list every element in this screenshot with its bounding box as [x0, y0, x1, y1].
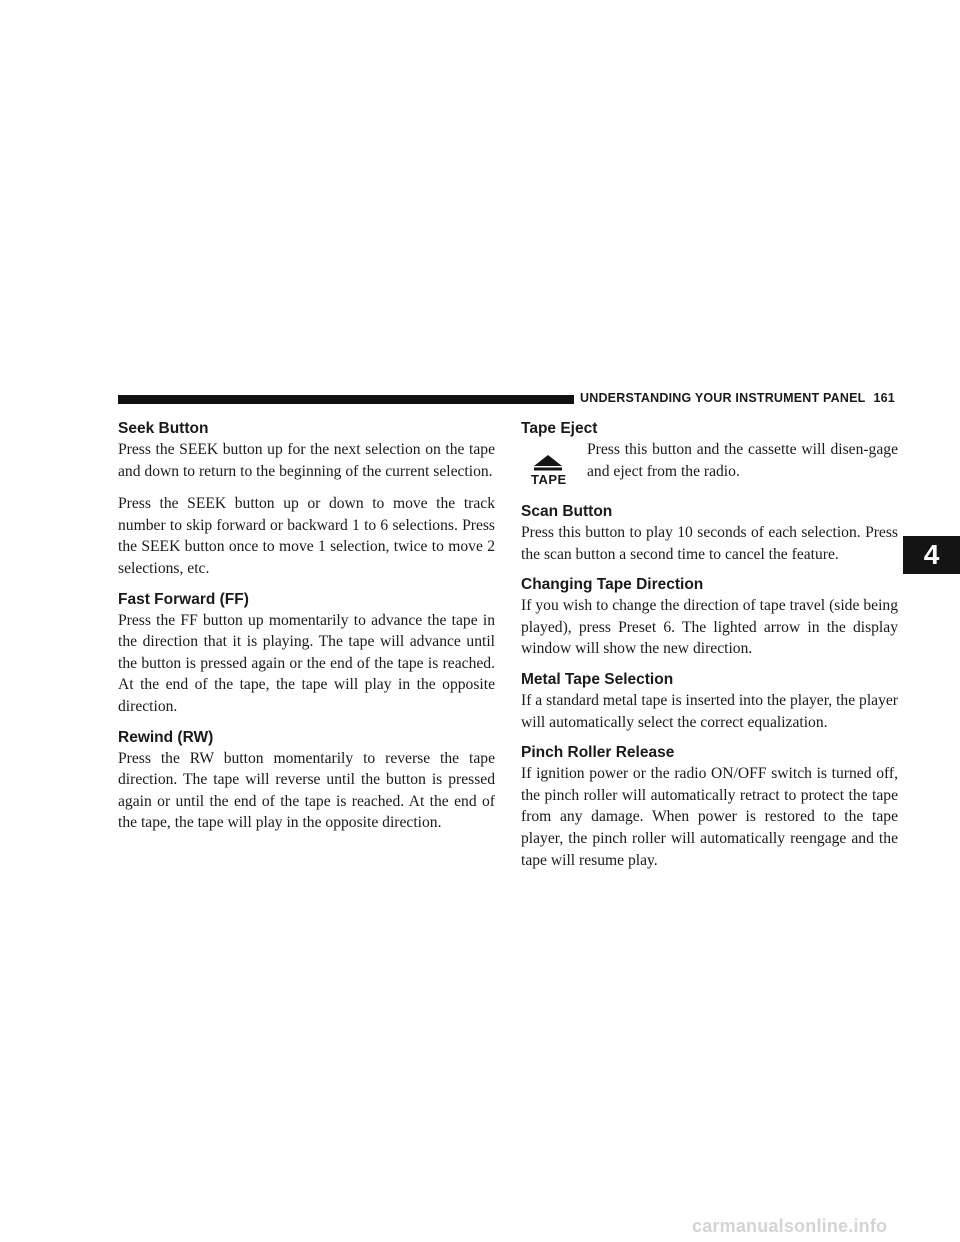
- eject-icon: [521, 439, 587, 487]
- eject-triangle-icon: [534, 455, 562, 471]
- section-seek-button: [118, 420, 495, 580]
- section-tape-eject: [521, 420, 898, 487]
- section-heading: Fast Forward (FF): [118, 590, 249, 608]
- left-column: [118, 420, 495, 845]
- header-title: UNDERSTANDING YOUR INSTRUMENT PANEL: [580, 391, 866, 405]
- running-header: [580, 391, 900, 405]
- paragraph: Press this button to play 10 seconds of each selection. Press the scan button a second time to cancel the feature.: [521, 524, 898, 563]
- paragraph: Press the SEEK button up or down to move the track number to skip forward or backward 1 to 6 selections. Press the SEEK button once to move 1 selection, twice to move 2 selections, etc.: [118, 495, 495, 577]
- paragraph: If ignition power or the radio ON/OFF switch is turned off, the pinch roller will automatically retract to protect the tape from any damage. When power is restored to the tape player, the pinch roller will automatically reengage and the tape will resume play.: [521, 765, 898, 869]
- section-heading: Scan Button: [521, 503, 613, 520]
- tape-eject-row: [521, 439, 898, 487]
- eject-icon-label: TAPE: [531, 472, 567, 487]
- header-rule: [118, 395, 574, 404]
- section-heading: Tape Eject: [521, 420, 598, 437]
- right-column: [521, 420, 898, 882]
- paragraph: Press the SEEK button up for the next selection on the tape and down to return to the beginning of the current selection.: [118, 441, 495, 480]
- paragraph: Press the FF button up momentarily to advance the tape in the direction that it is playing. The tape will advance until the button is pressed again or the end of the tape is reached. At the end of the tape, the tape will play in the opposite direction.: [118, 611, 495, 715]
- paragraph: If you wish to change the direction of tape travel (side being played), press Preset 6. The lighted arrow in the display window will show the new direction.: [521, 597, 898, 658]
- section-scan-button: [521, 503, 898, 565]
- section-rewind: [118, 729, 495, 834]
- section-pinch-roller-release: [521, 744, 898, 871]
- section-heading: Pinch Roller Release: [521, 744, 675, 762]
- section-fast-forward: [118, 591, 495, 718]
- section-heading: Seek Button: [118, 420, 209, 437]
- section-heading: Changing Tape Direction: [521, 576, 704, 594]
- paragraph: Press this button and the cassette will disen-gage and eject from the radio.: [587, 441, 898, 480]
- section-heading: Rewind (RW): [118, 728, 214, 746]
- section-changing-tape-direction: [521, 576, 898, 660]
- chapter-tab: 4: [903, 536, 960, 574]
- watermark: carmanualsonline.info: [692, 1216, 888, 1236]
- page-number: 161: [873, 391, 895, 405]
- paragraph: If a standard metal tape is inserted into the player, the player will automatically select the correct equalization.: [521, 691, 898, 731]
- section-heading: Metal Tape Selection: [521, 670, 674, 688]
- paragraph: Press the RW button momentarily to reverse the tape direction. The tape will reverse until the button is pressed again or until the end of the tape is reached. At the end of the tape, the tape will play in the opposite direction.: [118, 749, 495, 832]
- section-metal-tape-selection: [521, 671, 898, 733]
